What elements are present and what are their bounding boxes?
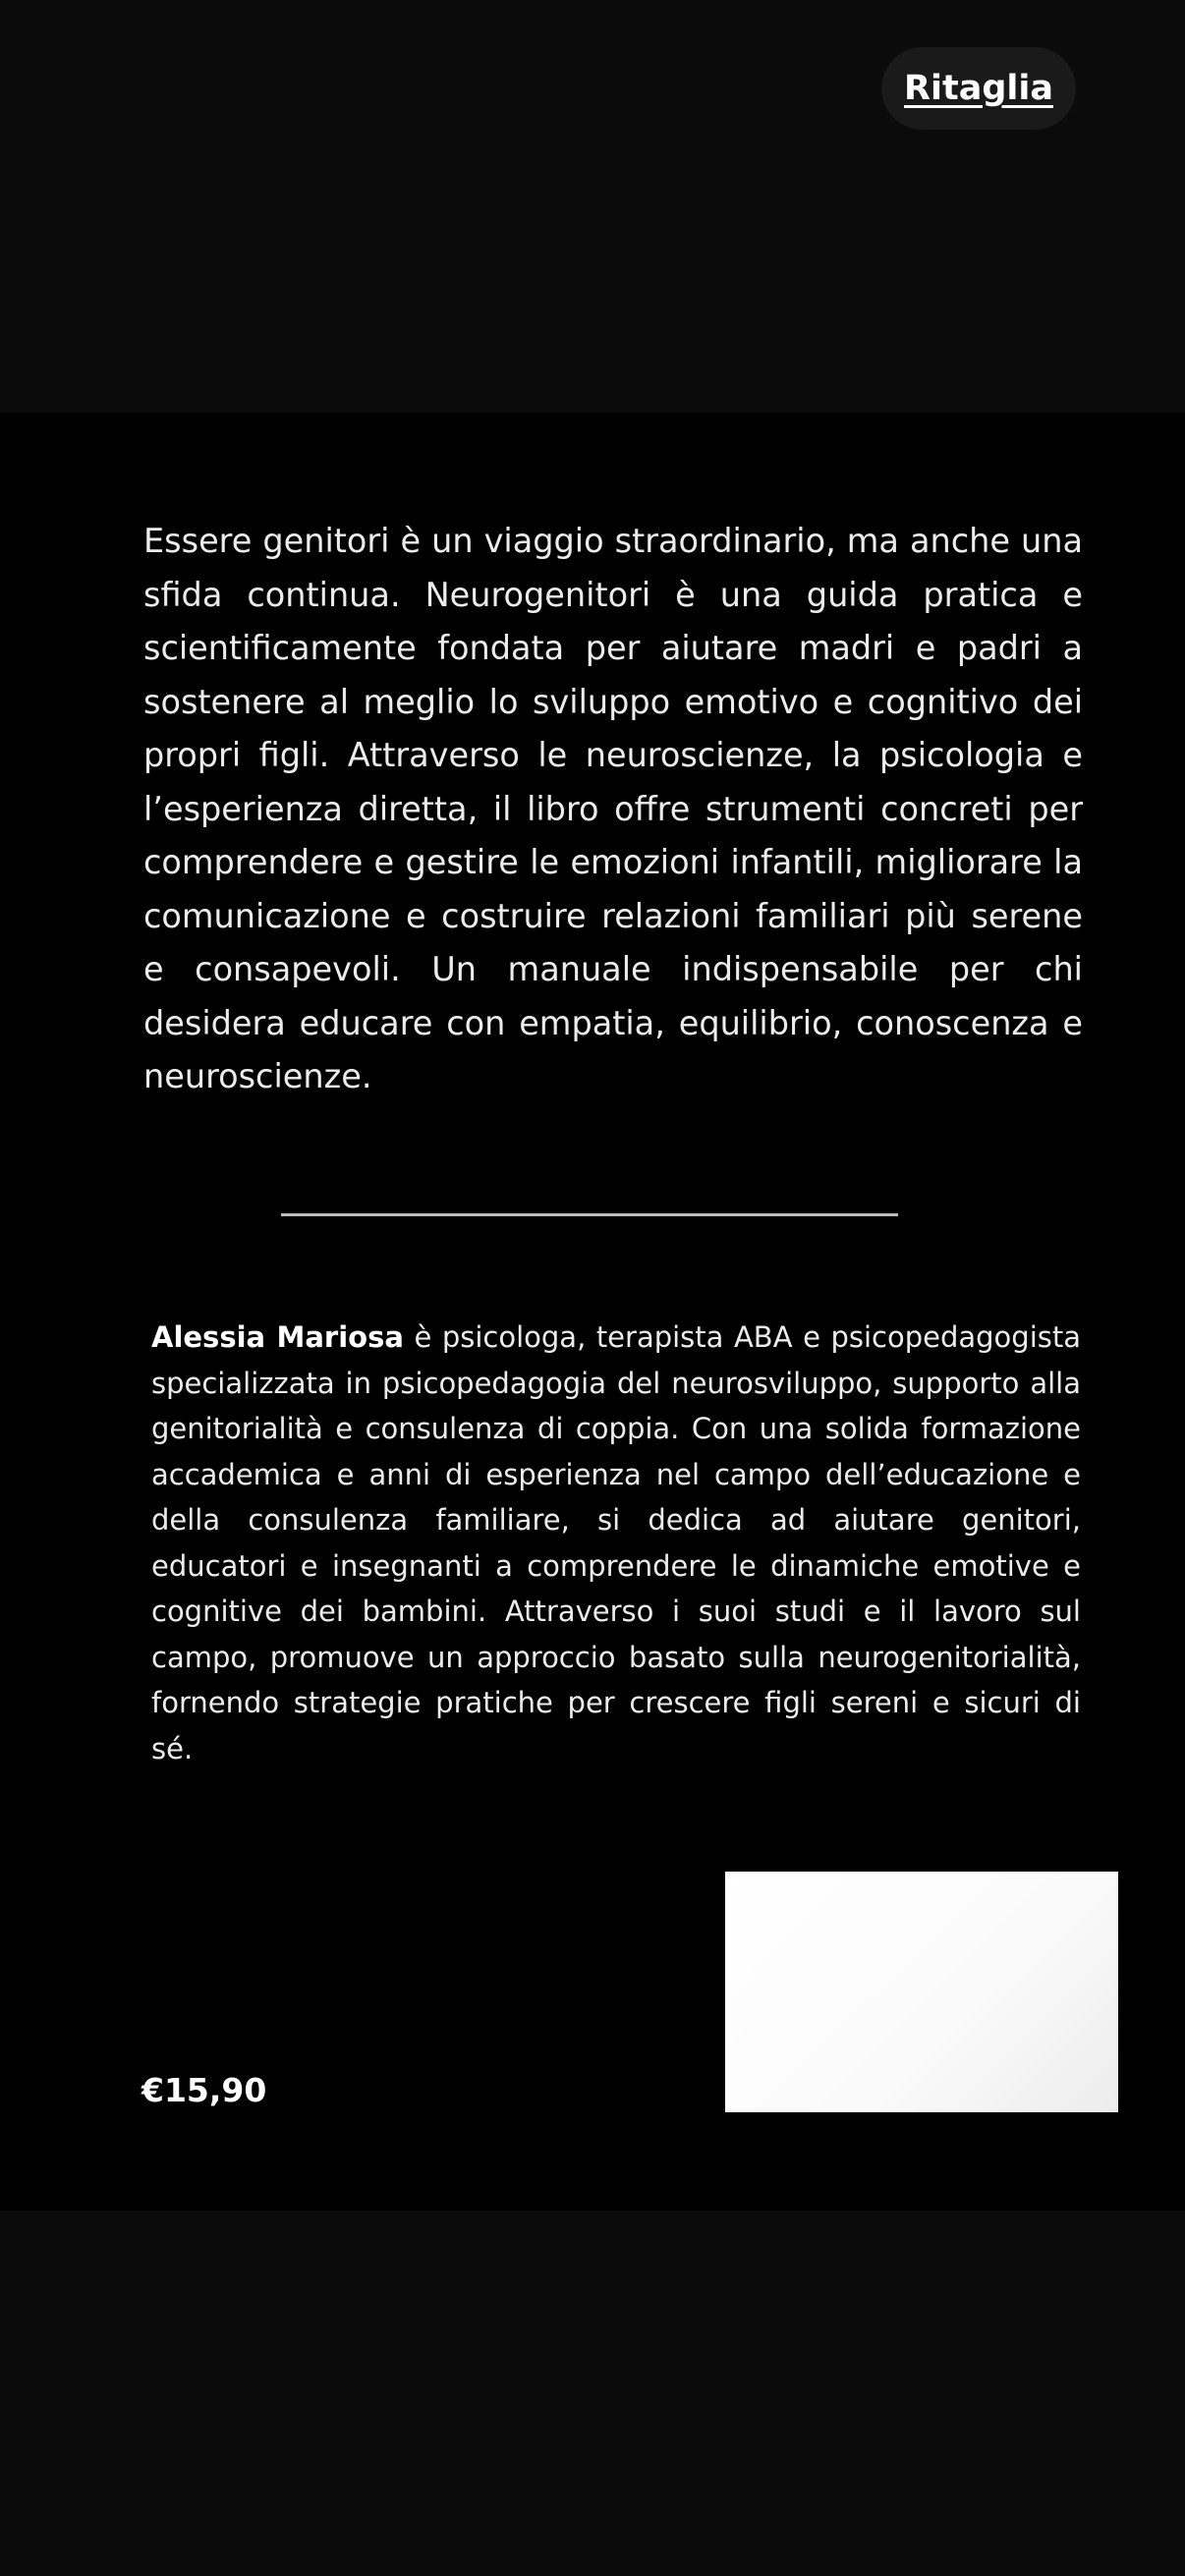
top-toolbar <box>0 0 1185 413</box>
book-synopsis: Essere genitori è un viaggio straordinario, ma anche una sfida continua. Neurogenitori è una guida pratica e scientificamente fondata per aiutare madri e padri a sostenere al meglio lo sviluppo emotivo e cognitivo dei propri figli. Attraverso le neuroscienze, la psicologia e l’esperienza diretta, il libro offre strumenti concreti per comprendere e gestire le emozioni infantili, migliorare la comunicazione e costruire relazioni familiari più serene e consapevoli. Un manuale indispensabile per chi desidera educare con empatia, equilibrio, conoscenza e neuroscienze. <box>143 522 1083 1095</box>
author-bio-text: è psicologa, terapista ABA e psicopedagogista specializzata in psicopedagogia del neurosviluppo, supporto alla genitorialità e consulenza di coppia. Con una solida formazione accademica e anni di esperienza nel campo dell’educazione e della consulenza familiare, si dedica ad aiutare genitori, educatori e insegnanti a comprendere le dinamiche emotive e cognitive dei bambini. Attraverso i suoi studi e il lavoro sul campo, promuove un approccio basato sulla neurogenitorialità, fornendo strategie pratiche per crescere figli sereni e sicuri di sé. <box>151 1320 1081 1765</box>
barcode-placeholder <box>725 1872 1118 2112</box>
author-name: Alessia Mariosa <box>151 1320 404 1354</box>
bottom-area <box>0 2211 1185 2576</box>
book-back-cover-image <box>0 413 1185 2211</box>
book-price: €15,90 <box>141 2071 267 2109</box>
author-bio <box>151 1315 1081 1771</box>
crop-button[interactable]: Ritaglia <box>881 47 1076 130</box>
divider-line <box>281 1213 898 1216</box>
